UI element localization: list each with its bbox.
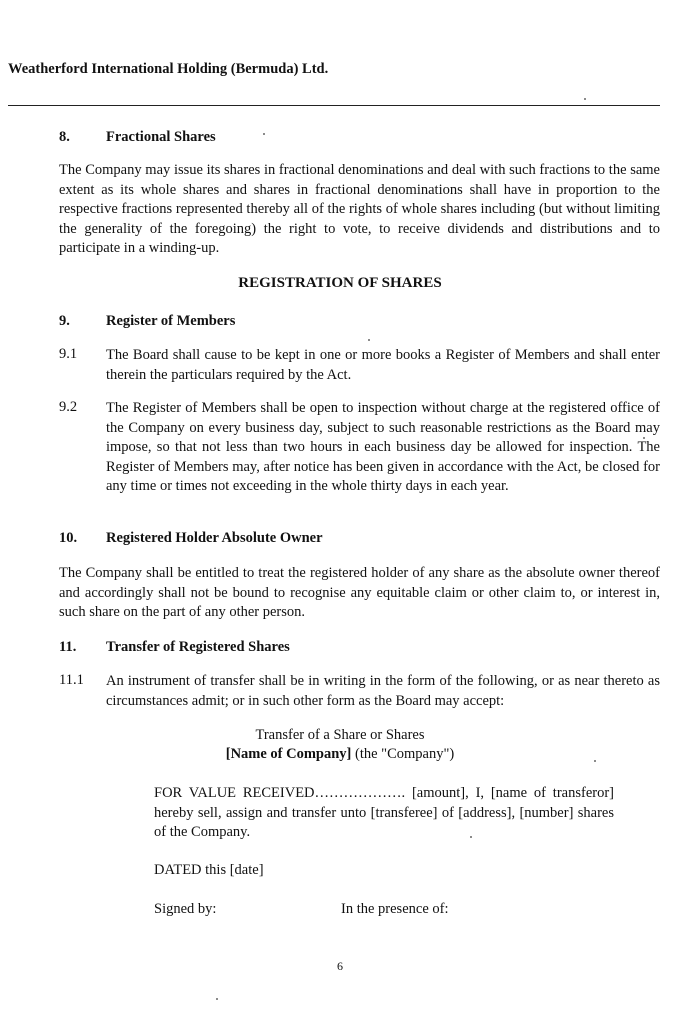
scan-speck: [470, 836, 472, 838]
scan-speck: [643, 437, 645, 439]
form-signed-by: Signed by:: [154, 901, 217, 917]
scan-speck: [368, 339, 370, 341]
section-10-number: 10.: [59, 530, 78, 546]
form-title-line-1: Transfer of a Share or Shares: [255, 727, 425, 743]
scan-speck: [263, 133, 265, 135]
section-11-title: Transfer of Registered Shares: [106, 639, 290, 655]
clause-9-2-text: The Register of Members shall be open to inspection without charge at the registered office of the Company on every business day, subject to such reasonable restrictions as the Board may impose, so that not less than two hours in each business day be allowed for inspection. The Register of Members may, after notice has been given in accordance with the Act, be closed for any time or times not exceeding in the whole thirty days in each year.: [106, 400, 660, 494]
scan-speck: [216, 998, 218, 1000]
form-company-suffix: (the "Company"): [351, 746, 455, 762]
section-9-number: 9.: [59, 313, 70, 329]
clause-11-1-number: 11.1: [59, 672, 84, 688]
form-company-placeholder: [Name of Company]: [225, 746, 352, 762]
registration-heading: REGISTRATION OF SHARES: [238, 275, 442, 291]
page-number: 6: [337, 959, 343, 973]
section-11-number: 11.: [59, 639, 77, 655]
form-dated: DATED this [date]: [154, 862, 264, 878]
header-rule: [8, 105, 660, 106]
clause-9-1-number: 9.1: [59, 346, 78, 362]
clause-9-1-text: The Board shall cause to be kept in one or more books a Register of Members and shall enter therein the particulars required by the Act.: [106, 347, 660, 383]
form-presence: In the presence of:: [341, 901, 449, 917]
scan-speck: [594, 760, 596, 762]
clause-9-2-number: 9.2: [59, 399, 78, 415]
clause-11-1-text: An instrument of transfer shall be in writing in the form of the following, or as near thereto as circumstances admit; or in such other form as the Board may accept:: [106, 673, 660, 709]
scan-speck: [584, 98, 586, 100]
section-9-title: Register of Members: [106, 313, 236, 329]
section-8-body: The Company may issue its shares in fractional denominations and deal with such fractions to the same extent as its whole shares and shares in fractional denominations shall have in proportion to the respective fractions represented thereby all of the rights of whole shares including (but without limiting the generality of the foregoing) the right to vote, to receive dividends and distributions and to participate in a winding-up.: [59, 162, 660, 256]
section-8-title: Fractional Shares: [106, 129, 216, 145]
section-10-title: Registered Holder Absolute Owner: [106, 530, 323, 546]
form-value-received: FOR VALUE RECEIVED………………. [amount], I, [name of transferor] hereby sell, assign and transfer unto [transferee] of [address], [number] shares of the Company.: [154, 785, 614, 840]
section-10-body: The Company shall be entitled to treat the registered holder of any share as the absolute owner thereof and accordingly shall not be bound to recognise any equitable claim or other claim to, or interest in, such share on the part of any other person.: [59, 565, 660, 620]
section-8-number: 8.: [59, 129, 70, 145]
form-title-line-2: [0, 746, 680, 763]
document-header: Weatherford International Holding (Bermuda) Ltd.: [8, 61, 329, 77]
